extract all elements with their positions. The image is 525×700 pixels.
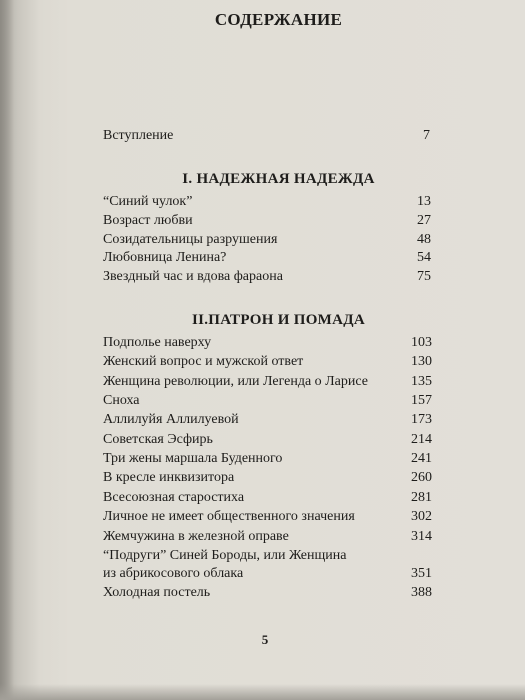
toc-entry: Женский вопрос и мужской ответ: [103, 354, 304, 369]
toc-entry: Звездный час и вдова фараона: [103, 269, 283, 284]
toc-entry-intro: Вступление: [103, 128, 174, 143]
toc-page: 173: [411, 412, 432, 427]
toc-page: 214: [411, 432, 432, 447]
toc-entry: из абрикосового облака: [103, 566, 244, 581]
toc-entry: Созидательницы разрушения: [103, 232, 278, 247]
toc-page: 281: [411, 490, 432, 505]
toc-entry: Любовница Ленина?: [103, 250, 227, 265]
toc-entry: “Синий чулок”: [103, 194, 193, 209]
page-title: СОДЕРЖАНИЕ: [214, 10, 343, 29]
toc-entry: Возраст любви: [103, 213, 193, 228]
toc-page: 13: [417, 194, 431, 209]
toc-page: 75: [417, 269, 431, 284]
toc-page: 314: [411, 529, 432, 544]
toc-page: 27: [417, 213, 431, 228]
page-number: 5: [261, 632, 269, 647]
toc-page: 130: [411, 354, 432, 369]
toc-entry: Три жены маршала Буденного: [103, 451, 283, 466]
toc-page: 48: [417, 232, 431, 247]
toc-entry: В кресле инквизитора: [103, 470, 235, 485]
toc-page-intro: 7: [423, 128, 430, 143]
section-heading-2: II.ПАТРОН И ПОМАДА: [191, 312, 366, 328]
toc-entry: Холодная постель: [103, 585, 211, 600]
toc-entry: “Подруги” Синей Бороды, или Женщина: [103, 548, 347, 563]
toc-entry: Жемчужина в железной оправе: [103, 529, 289, 544]
toc-page: 135: [411, 374, 432, 389]
toc-entry: Женщина революции, или Легенда о Ларисе: [103, 374, 368, 389]
toc-page: 302: [411, 509, 432, 524]
toc-entry: Подполье наверху: [103, 335, 212, 350]
toc-page: 260: [411, 470, 432, 485]
toc-page: 388: [411, 585, 432, 600]
toc-page: 103: [411, 335, 432, 350]
toc-entry: Сноха: [103, 393, 140, 408]
toc-page: 157: [411, 393, 432, 408]
page-bottom-edge: [0, 684, 525, 700]
toc-page: 241: [411, 451, 432, 466]
toc-entry: Личное не имеет общественного значения: [103, 509, 355, 524]
spine-shadow: [0, 0, 14, 700]
toc-page: 351: [411, 566, 432, 581]
toc-page: 54: [417, 250, 431, 265]
toc-entry: Советская Эсфирь: [103, 432, 213, 447]
toc-entry: Аллилуйя Аллилуевой: [103, 412, 239, 427]
toc-entry: Всесоюзная старостиха: [103, 490, 245, 505]
section-heading-1: I. НАДЕЖНАЯ НАДЕЖДА: [182, 171, 375, 187]
